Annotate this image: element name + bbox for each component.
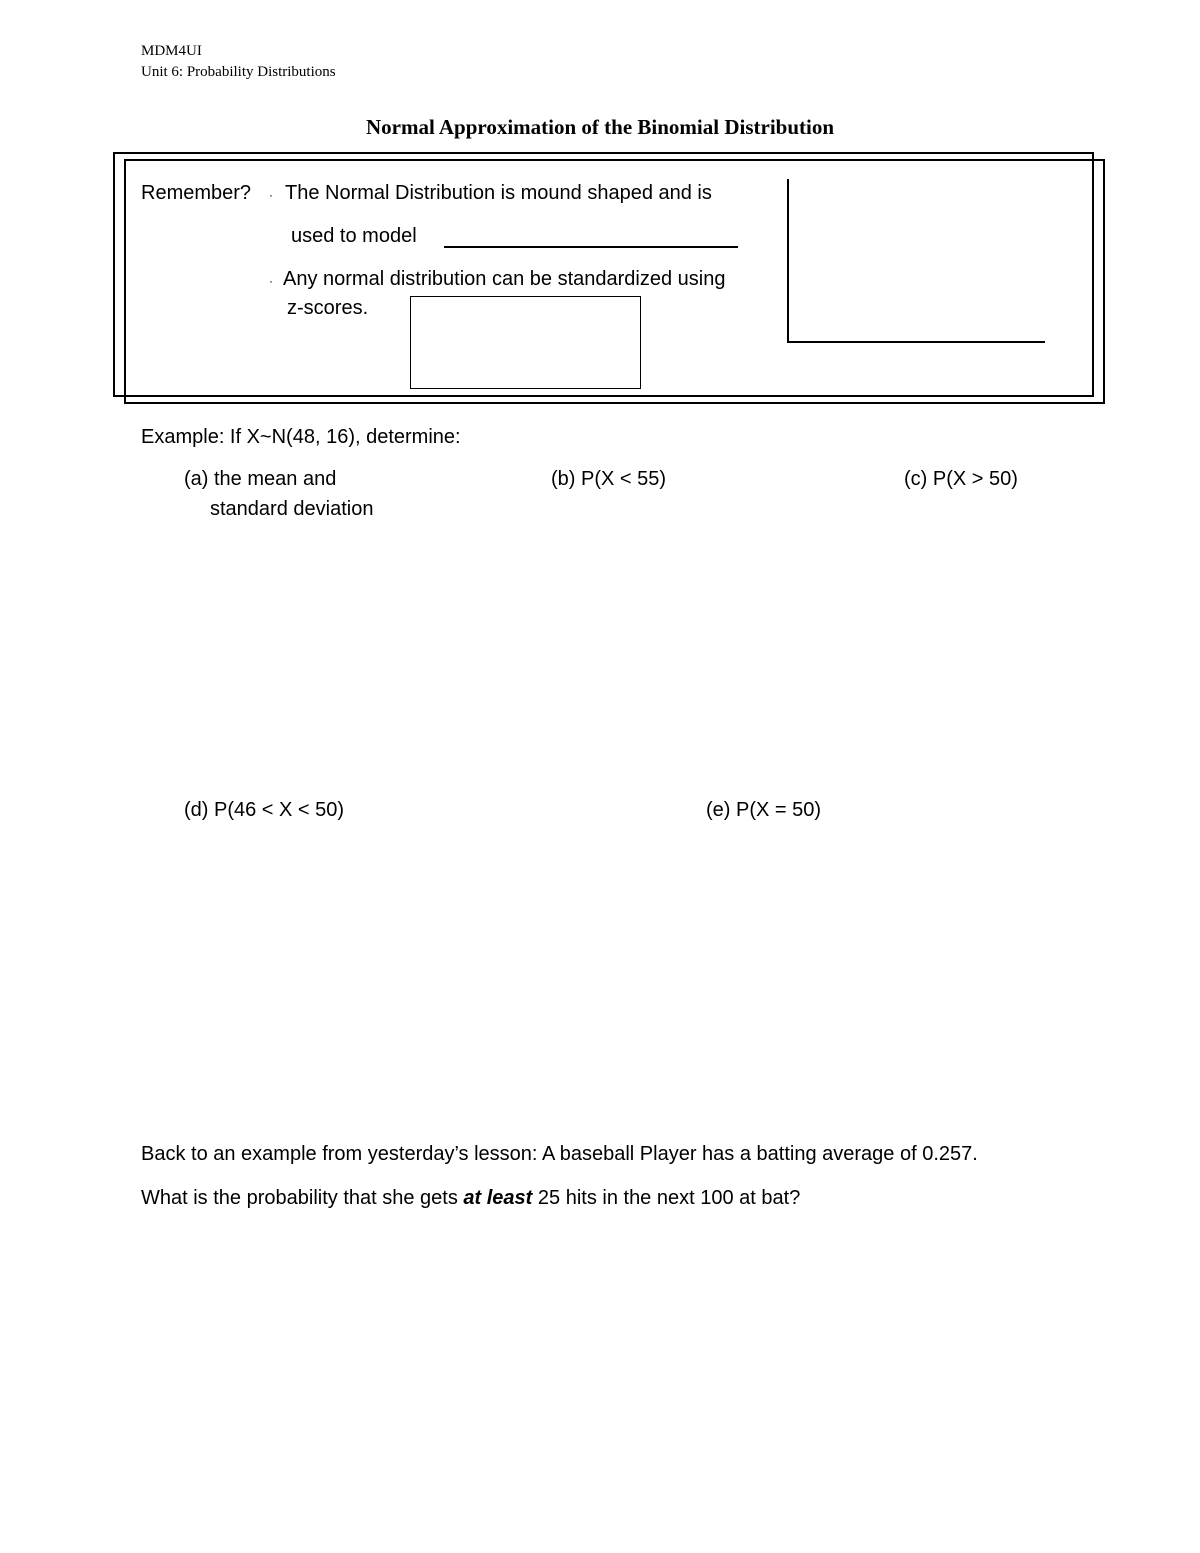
part-d: (d) P(46 < X < 50)	[184, 799, 345, 821]
part-e: (e) P(X = 50)	[706, 799, 822, 821]
baseball-line-1: Back to an example from yesterday’s lesson: A baseball Player has a batting average of 0.257.	[141, 1143, 978, 1165]
example-intro: Example: If X~N(48, 16), determine:	[141, 426, 461, 448]
bullet1-text: The Normal Distribution is mound shaped and is	[285, 182, 712, 204]
part-c: (c) P(X > 50)	[904, 468, 1018, 490]
bullet2-text-cont: z-scores.	[287, 297, 369, 319]
bullet-marker: ·	[269, 188, 273, 202]
bullet-marker: ·	[269, 274, 273, 288]
course-code: MDM4UI	[141, 43, 202, 59]
emphasis-at-least: at least	[463, 1187, 533, 1209]
unit-title: Unit 6: Probability Distributions	[141, 64, 336, 80]
page-title: Normal Approximation of the Binomial Distribution	[365, 115, 835, 139]
formula-blank-box	[410, 296, 641, 389]
part-b: (b) P(X < 55)	[551, 468, 667, 490]
graph-x-axis	[787, 341, 1045, 343]
baseball-line-2-end: 25 hits in the next 100 at bat?	[532, 1187, 801, 1209]
graph-y-axis	[787, 179, 789, 342]
remember-label: Remember?	[141, 182, 252, 204]
fill-in-blank-line	[444, 246, 738, 248]
bullet1-text-cont: used to model	[291, 225, 417, 247]
baseball-line-2	[141, 1187, 800, 1210]
baseball-line-2-start: What is the probability that she gets	[141, 1187, 464, 1209]
part-a-cont: standard deviation	[210, 498, 374, 520]
part-a: (a) the mean and	[184, 468, 337, 490]
bullet2-text: Any normal distribution can be standardized using	[283, 268, 726, 290]
